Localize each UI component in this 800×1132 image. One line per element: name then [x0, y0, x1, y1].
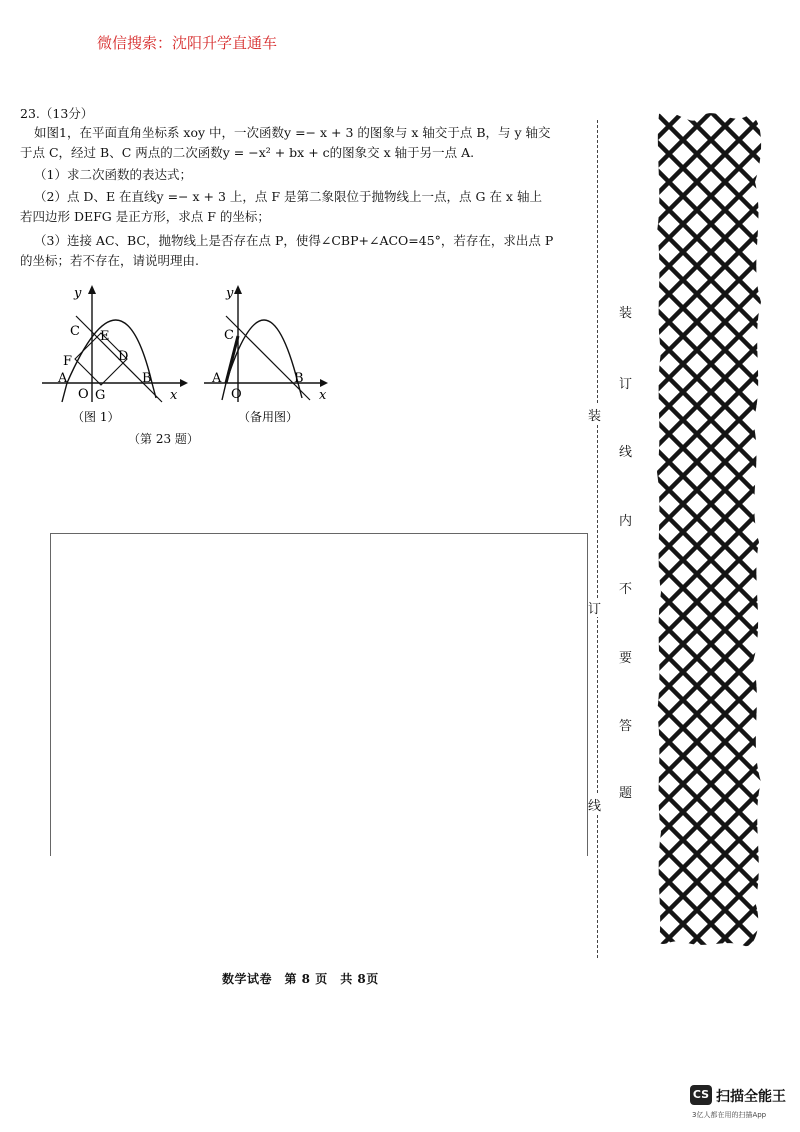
outer-binding-char-1: 装	[588, 405, 601, 424]
label-y: y	[74, 286, 82, 301]
label-b: B	[294, 371, 304, 386]
inner-binding-char-2: 订	[619, 377, 633, 392]
label-a: A	[212, 371, 222, 386]
part-3-line-2: 的坐标；若不存在，请说明理由.	[20, 253, 199, 268]
part-2-line-1: （2）点 D、E 在直线y =− x + 3 上，点 F 是第二象限位于抛物线上一点，点 G 在 x 轴上	[34, 189, 542, 204]
inner-binding-char-3: 线	[619, 445, 633, 460]
figure-1	[30, 282, 190, 432]
label-g: G	[95, 388, 106, 403]
inner-binding-char-7: 答	[619, 719, 633, 734]
label-c: C	[70, 324, 80, 339]
scanner-logo-icon: CS	[690, 1085, 712, 1105]
binding-lattice-pattern	[655, 112, 765, 950]
binding-dashed-line	[597, 120, 598, 958]
label-c: C	[224, 328, 234, 343]
figure-2-caption: （备用图）	[238, 410, 299, 424]
x-axis-arrow	[180, 379, 188, 387]
intro-line-2: 于点 C，经过 B、C 两点的二次函数y = −x² + bx + c的图象交 x 轴于另一点 A.	[20, 145, 475, 160]
y-axis-arrow	[234, 285, 242, 294]
label-f: F	[63, 354, 73, 369]
x-axis-arrow	[320, 379, 328, 387]
question-number: 23.（13分）	[20, 106, 94, 121]
inner-binding-char-5: 不	[619, 582, 633, 597]
label-x: x	[319, 388, 327, 403]
scanner-tagline: 3亿人都在用的扫描App	[692, 1111, 767, 1119]
scanner-app-name: 扫描全能王	[716, 1089, 786, 1105]
figure-1-caption: （图 1）	[72, 410, 120, 424]
inner-binding-char-8: 题	[619, 786, 633, 801]
part-2-line-2: 若四边形 DEFG 是正方形，求点 F 的坐标；	[20, 209, 270, 224]
label-o: O	[231, 387, 242, 402]
question-intro	[20, 123, 580, 163]
label-a: A	[58, 371, 68, 386]
question-part-1: （1）求二次函数的表达式；	[34, 167, 192, 182]
figure-2	[198, 282, 348, 432]
inner-binding-char-4: 内	[619, 514, 633, 529]
inner-binding-char-1: 装	[619, 306, 633, 321]
segment-ac	[226, 336, 238, 383]
label-e: E	[100, 329, 110, 344]
part-3-line-1: （3）连接 AC、BC，抛物线上是否存在点 P，使得∠CBP+∠ACO=45°，若存在，求出点 P	[34, 233, 554, 248]
label-b: B	[142, 371, 152, 386]
label-y: y	[226, 286, 234, 301]
question-part-3	[20, 231, 580, 271]
label-x: x	[170, 388, 178, 403]
label-o: O	[78, 387, 89, 402]
outer-binding-char-2: 订	[588, 598, 601, 617]
outer-binding-char-3: 线	[588, 795, 601, 814]
y-axis-arrow	[88, 285, 96, 294]
watermark-text: 微信搜索：沈阳升学直通车	[97, 34, 278, 52]
intro-line-1: 如图1，在平面直角坐标系 xoy 中，一次函数y =− x + 3 的图象与 x 轴交于点 B，与 y 轴交	[34, 125, 551, 140]
inner-binding-char-6: 要	[619, 651, 633, 666]
figure-group-caption: （第 23 题）	[128, 432, 199, 446]
answer-area[interactable]	[50, 533, 588, 856]
page-footer: 数学试卷 第 8 页 共 8页	[222, 972, 379, 986]
label-d: D	[118, 349, 129, 364]
question-part-2	[20, 187, 580, 227]
